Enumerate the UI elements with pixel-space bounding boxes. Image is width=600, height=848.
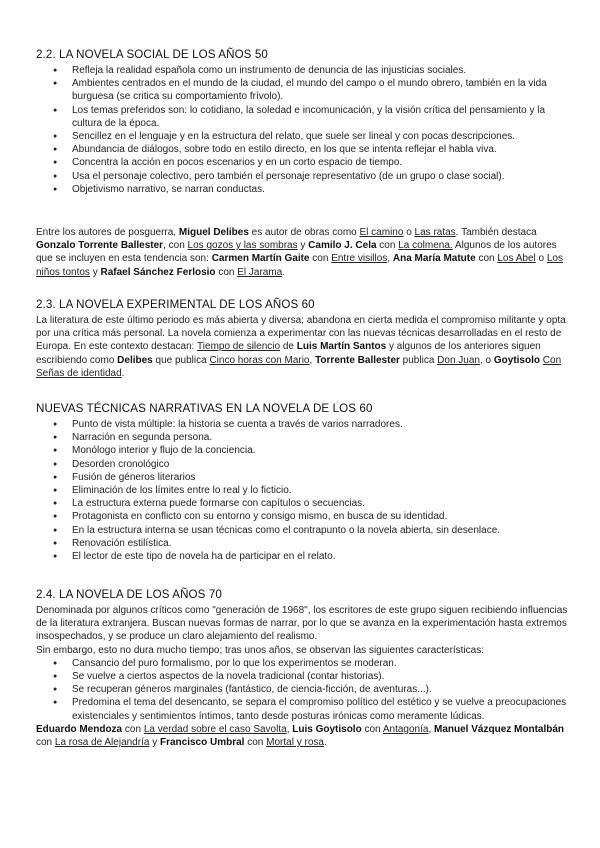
author-name: Torrente Ballester <box>315 354 400 366</box>
bullet-item: ● El lector de este tipo de novela ha de participar en el relato. <box>36 550 576 563</box>
section-title-social: 2.2. LA NOVELA SOCIAL DE LOS AÑOS 50 <box>36 48 268 61</box>
author-name: Carmen Martín Gaite <box>211 253 310 265</box>
author-name: Ana María Matute <box>392 253 476 265</box>
bullet-item: ● Usa el personaje colectivo, pero también el personaje representativo (de un grupo o clase social). <box>36 170 576 183</box>
bullet-item: ● Protagonista en conflicto con su entorno y consigo mismo, en busca de su identidad. <box>36 510 576 523</box>
author-name: Gonzalo Torrente Ballester <box>36 240 164 252</box>
work-title: Antagonía <box>382 723 429 735</box>
section-novela-experimental <box>36 298 576 380</box>
paragraph-intro: Denominada por algunos críticos como "generación de 1968", los escritores de este grupo siguen recibiendo influencias de la literatura extranjera. Buscan nuevas formas de narrar, por lo que se avanza en la experimentación hasta extremos insospechados, y se produce un claro alejamiento del realismo. <box>36 605 568 643</box>
bullet-item: ● Concentra la acción en pocos escenarios y en un corto espacio de tiempo. <box>36 156 576 169</box>
work-title: Don Juan <box>437 354 480 366</box>
work-title: Los gozos y las sombras <box>187 240 298 252</box>
bullet-item: ● Los temas preferidos son: lo cotidiano, la soledad e incomunicación, y la visión crítica del pensamiento y la cultura de la época. <box>36 104 576 130</box>
work-title: La verdad sobre el caso Savolta <box>143 723 287 735</box>
bullet-item: ● La estructura externa puede formarse con capítulos o secuencias. <box>36 497 576 510</box>
work-title: Mortal y rosa <box>266 737 324 749</box>
author-name: Eduardo Mendoza <box>36 723 123 735</box>
author-name: Camilo J. Cela <box>308 240 377 252</box>
section-title-tecnicas: NUEVAS TÉCNICAS NARRATIVAS EN LA NOVELA DE LOS 60 <box>36 402 373 415</box>
author-name: Manuel Vázquez Montalbán <box>434 723 565 735</box>
section-title-experimental: 2.3. LA NOVELA EXPERIMENTAL DE LOS AÑOS 60 <box>36 298 315 311</box>
bullet-item: ● Fusión de géneros literarios <box>36 471 576 484</box>
bullet-item: ● Punto de vista múltiple: la historia se cuenta a través de varios narradores. <box>36 418 576 431</box>
work-title: La colmena. <box>398 240 453 252</box>
bullet-item: ● Se vuelve a ciertos aspectos de la novela tradicional (contar historias). <box>36 670 576 683</box>
bullet-item: ● Cansancio del puro formalismo, por lo que los experimentos se moderan. <box>36 657 576 670</box>
section-novela-social <box>36 48 576 196</box>
section-novela-setenta <box>36 588 576 749</box>
paragraph-authors-posguerra <box>36 226 576 279</box>
author-name: Luis Goytisolo <box>292 723 362 735</box>
section-title-setenta: 2.4. LA NOVELA DE LOS AÑOS 70 <box>36 588 222 601</box>
tecnicas-bullet-list <box>36 418 576 563</box>
author-name: Goytisolo <box>493 354 540 366</box>
bullet-item: ● Refleja la realidad española como un instrumento de denuncia de las injusticias sociales. <box>36 64 576 77</box>
paragraph-text: Entre los autores de posguerra, Miguel Delibes es autor de obras como El camino o Las ratas. También destaca Gonzalo Torrente Ballester, con Los gozos y las sombras y Camilo J. Cela con La colmena. Algunos de los autores que se incluyen en esta tendencia son: Carmen Martín Gaite con Entre visillos, Ana María Matute con Los Abel o Los niños tontos y Rafael Sánchez Ferlosio con El Jarama. <box>36 227 563 278</box>
author-name: Francisco Umbral <box>159 737 245 749</box>
author-name: Miguel Delibes <box>178 227 249 238</box>
work-title: Cinco horas con Mario <box>209 354 310 366</box>
work-title: El Jarama <box>237 266 283 278</box>
work-title: Las ratas <box>414 227 456 238</box>
section-nuevas-tecnicas <box>36 402 576 563</box>
author-name: Rafael Sánchez Ferlosio <box>100 266 216 278</box>
author-name: Luis Martín Santos <box>296 341 387 353</box>
bullet-item: ● En la estructura interna se usan técnicas como el contrapunto o la novela abierta, sin desenlace. <box>36 524 576 537</box>
work-title: Los niños tontos <box>36 253 563 278</box>
work-title: Con Señas de identidad <box>36 354 562 379</box>
bullet-item: ● Narración en segunda persona. <box>36 431 576 444</box>
work-title: Los Abel <box>497 253 536 265</box>
bullet-item: ● Monólogo interior y flujo de la conciencia. <box>36 444 576 457</box>
author-name: Delibes <box>117 354 153 366</box>
bullet-item: ● Predomina el tema del desencanto, se separa el compromiso político del estético y se vuelve a preocupaciones existenciales y sentimientos íntimos, tanto desde posturas irónicas como meramente lúdicas. <box>36 696 576 722</box>
bullet-item: ● Sencillez en el lenguaje y en la estructura del relato, que suele ser lineal y con pocas descripciones. <box>36 130 576 143</box>
work-title: Tiempo de silencio <box>197 341 281 353</box>
bullet-item: ● Objetivismo narrativo, se narran conductas. <box>36 183 576 196</box>
bullet-item: ● Abundancia de diálogos, sobre todo en estilo directo, en los que se intenta reflejar el habla viva. <box>36 143 576 156</box>
paragraph-intro-continued: Sin embargo, esto no dura mucho tiempo; tras unos años, se observan las siguientes características: <box>36 644 485 656</box>
work-title: La rosa de Alejandría <box>54 737 150 749</box>
social-bullet-list <box>36 64 576 196</box>
bullet-item: ● Desorden cronológico <box>36 458 576 471</box>
setenta-bullet-list <box>36 657 576 723</box>
bullet-item: ● Se recuperan géneros marginales (fantástico, de ciencia-ficción, de aventuras...). <box>36 683 576 696</box>
bullet-item: ● Eliminación de los límites entre lo real y lo ficticio. <box>36 484 576 497</box>
bullet-item: ● Ambientes centrados en el mundo de la ciudad, el mundo del campo o el mundo obrero, también en la vida burguesa (se critica su comportamiento frívolo). <box>36 77 576 103</box>
work-title: El camino <box>359 227 404 238</box>
paragraph-text: La literatura de este último periodo es más abierta y diversa; abandona en cierta medida el compromiso militante y opta por una crítica más personal. La novela comienza a experimentar con las nuevas técnicas desarrolladas en el resto de Europa. En este contexto destacan: Tiempo de silencio de Luis Martín Santos y algunos de los anteriores siguen escribiendo como Delibes que publica Cinco horas con Mario, Torrente Ballester publica Don Juan, o Goytisolo Con Señas de identidad. <box>36 315 566 379</box>
paragraph-authors-setenta: Eduardo Mendoza con La verdad sobre el caso Savolta, Luis Goytisolo con Antagonía, Manuel Vázquez Montalbán con La rosa de Alejandría y Francisco Umbral con Mortal y rosa. <box>36 723 565 749</box>
bullet-item: ● Renovación estilística. <box>36 537 576 550</box>
work-title: Entre visillos <box>331 253 388 265</box>
